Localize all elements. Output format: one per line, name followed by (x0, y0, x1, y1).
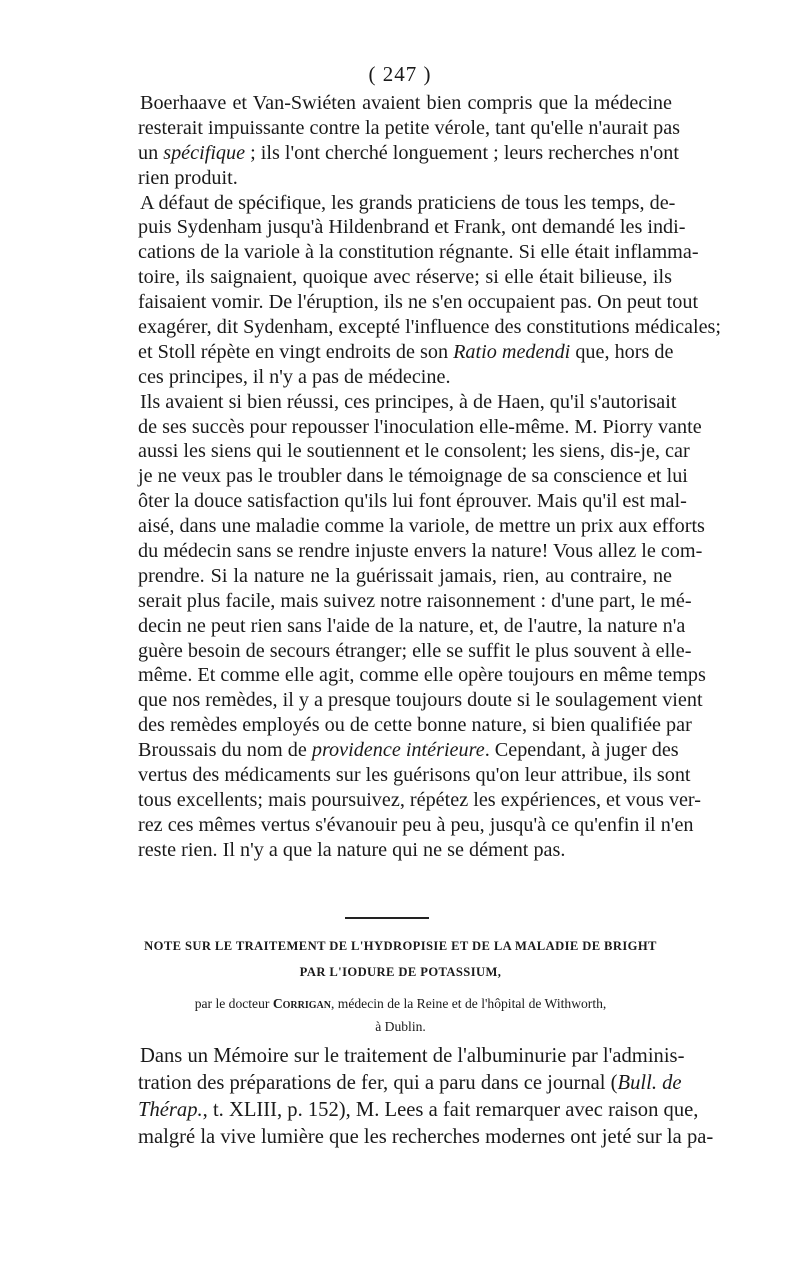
byline-affiliation: , médecin de la Reine et de l'hôpital de Withworth, (330, 996, 607, 1011)
text-line (138, 738, 679, 763)
text-line: resterait impuissante contre la petite vérole, tant qu'elle n'aurait pas (138, 116, 681, 139)
text-line: ôter la douce satisfaction qu'ils lui font éprouver. Mais qu'il est mal- (138, 490, 687, 513)
byline-prefix: par le docteur (194, 996, 273, 1011)
text-line: faisaient vomir. De l'éruption, ils ne s'en occupaient pas. On peut tout (138, 291, 699, 314)
text-line: que nos remèdes, il y a presque toujours doute si le soulagement vient (138, 689, 703, 712)
text-fragment: Broussais du nom de (138, 739, 312, 762)
text-line: de ses succès pour repousser l'inoculation elle-même. M. Piorry vante (138, 415, 702, 438)
text-line: puis Sydenham jusqu'à Hildenbrand et Frank, ont demandé les indi- (138, 216, 686, 239)
main-text (138, 91, 722, 863)
italic-term: spécifique (163, 141, 246, 164)
text-line: serait plus facile, mais suivez notre raisonnement : d'une part, le mé- (138, 589, 692, 612)
text-line: reste rien. Il n'y a que la nature qui ne se dément pas. (138, 838, 566, 861)
page-number: ( 247 ) (368, 62, 432, 86)
text-line: cations de la variole à la constitution régnante. Si elle était inflamma- (138, 241, 699, 264)
text-line: je ne veux pas le troubler dans le témoignage de sa conscience et lui (138, 465, 688, 488)
italic-term: Thérap. (138, 1099, 203, 1121)
text-fragment: . Cependant, à juger des (484, 739, 679, 762)
italic-term: Bull. de (617, 1072, 682, 1094)
text-line: Ils avaient si bien réussi, ces principes, à de Haen, qu'il s'autorisait (140, 390, 677, 413)
text-line: prendre. Si la nature ne la guérissait jamais, rien, au contraire, ne (138, 564, 672, 587)
text-line (138, 141, 679, 166)
text-fragment: un (138, 141, 164, 164)
text-line: malgré la vive lumière que les recherches modernes ont jeté sur la pa- (138, 1126, 714, 1148)
section-divider (345, 917, 429, 919)
note-title: NOTE SUR LE TRAITEMENT DE L'HYDROPISIE ET DE LA MALADIE DE BRIGHT (144, 939, 657, 953)
note-text (138, 1043, 714, 1151)
text-line (138, 1097, 699, 1124)
text-line: ces principes, il n'y a pas de médecine. (138, 365, 451, 388)
note-byline (128, 996, 673, 1012)
text-line: Dans un Mémoire sur le traitement de l'albuminurie par l'adminis- (140, 1045, 685, 1067)
text-fragment: , t. XLIII, p. 152), M. Lees a fait remarquer avec raison que, (202, 1099, 699, 1121)
text-line: rien produit. (138, 166, 238, 189)
text-line: des remèdes employés ou de cette bonne nature, si bien qualifiée par (138, 714, 692, 737)
text-line: même. Et comme elle agit, comme elle opère toujours en même temps (138, 664, 706, 687)
text-line: Boerhaave et Van-Swiéten avaient bien compris que la médecine (140, 92, 672, 114)
text-fragment: ; ils l'ont cherché longuement ; leurs recherches n'ont (245, 141, 679, 164)
text-line: du médecin sans se rendre injuste envers la nature! Vous allez le com- (138, 540, 703, 563)
text-line: toire, ils saignaient, quoique avec réserve; si elle était bilieuse, ils (138, 266, 672, 289)
text-line (138, 1070, 682, 1097)
text-line: guère besoin de secours étranger; elle se suffit le plus souvent à elle- (138, 639, 692, 662)
italic-term: Ratio medendi (453, 340, 571, 363)
text-fragment: tration des préparations de fer, qui a paru dans ce journal ( (138, 1072, 618, 1094)
note-title-subline: PAR L'IODURE DE POTASSIUM, (299, 965, 502, 979)
text-line: vertus des médicaments sur les guérisons qu'on leur attribue, ils sont (138, 764, 691, 787)
text-line: exagérer, dit Sydenham, excepté l'influence des constitutions médicales; (138, 316, 722, 339)
byline-author: Corrigan (272, 996, 331, 1011)
italic-term: providence intérieure (311, 739, 485, 762)
text-line: A défaut de spécifique, les grands praticiens de tous les temps, de- (140, 191, 676, 214)
text-line: tous excellents; mais poursuivez, répétez les expériences, et vous ver- (138, 788, 701, 811)
note-byline-location: à Dublin. (375, 1019, 426, 1034)
text-line: rez ces mêmes vertus s'évanouir peu à peu, jusqu'à ce qu'enfin il n'en (138, 813, 694, 836)
text-fragment: que, hors de (570, 340, 674, 363)
text-line (138, 340, 672, 365)
text-line: decin ne peut rien sans l'aide de la nature, et, de l'autre, la nature n'a (138, 614, 686, 637)
text-line: aussi les siens qui le soutiennent et le consolent; les siens, dis-je, car (138, 440, 690, 463)
text-fragment: et Stoll répète en vingt endroits de son (138, 340, 454, 363)
text-line: aisé, dans une maladie comme la variole, de mettre un prix aux efforts (138, 515, 705, 538)
